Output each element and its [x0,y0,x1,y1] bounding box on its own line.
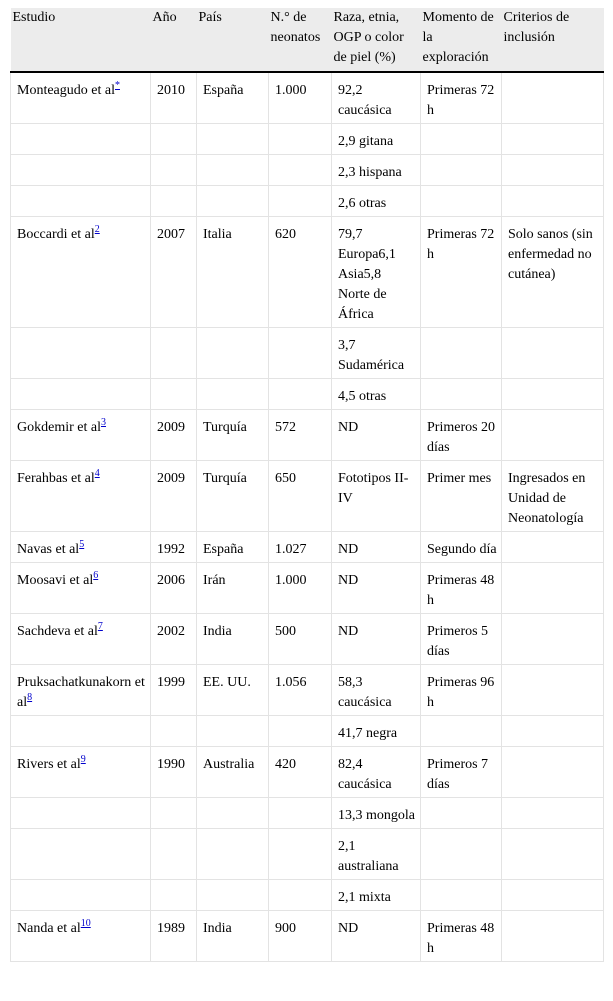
cell-race: 13,3 mongola [332,798,421,829]
cell-criteria [502,563,604,614]
cell-race: 58,3 caucásica [332,665,421,716]
cell-race: Fototipos II-IV [332,461,421,532]
cell-neonates [269,155,332,186]
study-name: Ferahbas et al [17,471,95,486]
cell-year [151,328,197,379]
table-row [11,716,604,747]
cell-neonates [269,798,332,829]
cell-country: Turquía [197,410,269,461]
cell-study [11,614,151,665]
cell-study [11,461,151,532]
reference-link[interactable]: * [114,80,120,92]
table-row [11,124,604,155]
cell-moment: Primeras 48 h [421,911,502,962]
table-row [11,461,604,532]
cell-year [151,798,197,829]
cell-criteria [502,829,604,880]
table-row [11,829,604,880]
cell-race: 2,9 gitana [332,124,421,155]
header-pais: País [197,8,269,72]
cell-country [197,155,269,186]
table-row [11,217,604,328]
cell-race: ND [332,410,421,461]
cell-criteria [502,72,604,124]
cell-moment [421,716,502,747]
cell-moment [421,186,502,217]
cell-criteria [502,186,604,217]
table-body [11,72,604,962]
cell-year [151,186,197,217]
cell-country: España [197,72,269,124]
cell-race: 2,3 hispana [332,155,421,186]
cell-year: 2010 [151,72,197,124]
study-name: Sachdeva et al [17,624,98,639]
cell-country [197,798,269,829]
cell-neonates [269,880,332,911]
table-container [10,8,603,962]
cell-criteria [502,532,604,563]
cell-year [151,124,197,155]
cell-study [11,217,151,328]
cell-study [11,72,151,124]
reference-link[interactable]: 7 [97,621,103,633]
table-row [11,747,604,798]
cell-race: 79,7 Europa6,1 Asia5,8 Norte de África [332,217,421,328]
cell-country: Irán [197,563,269,614]
reference-link[interactable]: 4 [94,468,100,480]
cell-neonates: 1.000 [269,563,332,614]
cell-neonates [269,328,332,379]
study-name: Navas et al [17,542,80,557]
cell-study [11,911,151,962]
study-name: Pruksachatkunakorn et al [17,675,145,710]
cell-race: ND [332,614,421,665]
cell-neonates: 572 [269,410,332,461]
reference-link[interactable]: 5 [79,539,85,551]
study-name: Moosavi et al [17,573,94,588]
cell-neonates: 620 [269,217,332,328]
cell-moment [421,829,502,880]
cell-year: 1990 [151,747,197,798]
cell-neonates: 1.056 [269,665,332,716]
cell-neonates: 420 [269,747,332,798]
cell-study [11,379,151,410]
cell-study [11,155,151,186]
table-row [11,155,604,186]
header-row [11,8,604,72]
table-row [11,532,604,563]
header-estudio: Estudio [11,8,151,72]
cell-moment [421,379,502,410]
cell-neonates: 900 [269,911,332,962]
cell-criteria [502,328,604,379]
cell-criteria [502,880,604,911]
cell-neonates: 1.000 [269,72,332,124]
cell-study [11,124,151,155]
study-name: Monteagudo et al [17,83,115,98]
cell-moment: Primeros 7 días [421,747,502,798]
cell-race: 92,2 caucásica [332,72,421,124]
cell-country: EE. UU. [197,665,269,716]
cell-country: España [197,532,269,563]
cell-neonates [269,124,332,155]
cell-study [11,186,151,217]
cell-race: 3,7 Sudamérica [332,328,421,379]
cell-criteria [502,155,604,186]
cell-race: 41,7 negra [332,716,421,747]
table-row [11,410,604,461]
cell-country: India [197,614,269,665]
cell-year [151,155,197,186]
studies-table [10,8,604,962]
cell-criteria: Solo sanos (sin enfermedad no cutánea) [502,217,604,328]
table-row [11,911,604,962]
cell-moment: Primeras 72 h [421,217,502,328]
cell-criteria [502,410,604,461]
cell-criteria: Ingresados en Unidad de Neonatología [502,461,604,532]
cell-criteria [502,124,604,155]
table-row [11,563,604,614]
cell-country [197,328,269,379]
cell-neonates [269,716,332,747]
table-row [11,614,604,665]
cell-neonates [269,829,332,880]
table-row [11,186,604,217]
cell-race: ND [332,911,421,962]
cell-race: ND [332,532,421,563]
cell-criteria [502,716,604,747]
cell-country [197,379,269,410]
cell-study [11,665,151,716]
cell-moment: Primer mes [421,461,502,532]
cell-neonates: 1.027 [269,532,332,563]
cell-year: 1989 [151,911,197,962]
cell-neonates [269,186,332,217]
table-row [11,379,604,410]
cell-country [197,880,269,911]
cell-year [151,880,197,911]
cell-country [197,186,269,217]
cell-race: 2,1 mixta [332,880,421,911]
cell-country [197,716,269,747]
cell-moment [421,880,502,911]
study-name: Rivers et al [17,757,81,772]
cell-moment: Segundo día [421,532,502,563]
cell-criteria [502,747,604,798]
cell-year [151,716,197,747]
cell-study [11,798,151,829]
cell-country: Turquía [197,461,269,532]
cell-year: 2009 [151,461,197,532]
cell-race: ND [332,563,421,614]
header-criterios: Criterios de inclusión [502,8,604,72]
cell-moment: Primeros 5 días [421,614,502,665]
cell-moment [421,798,502,829]
cell-moment: Primeros 20 días [421,410,502,461]
cell-neonates [269,379,332,410]
cell-country: Italia [197,217,269,328]
cell-study [11,747,151,798]
cell-moment [421,124,502,155]
table-row [11,880,604,911]
table-row [11,328,604,379]
cell-race: 2,6 otras [332,186,421,217]
reference-link[interactable]: 8 [27,692,33,704]
study-name: Gokdemir et al [17,420,101,435]
cell-year: 1992 [151,532,197,563]
cell-criteria [502,665,604,716]
reference-link[interactable]: 3 [100,417,106,429]
header-neonatos: N.° de neonatos [269,8,332,72]
header-raza: Raza, etnia, OGP o color de piel (%) [332,8,421,72]
cell-country [197,829,269,880]
cell-year: 2002 [151,614,197,665]
header-momento: Momento de la exploración [421,8,502,72]
cell-country: Australia [197,747,269,798]
cell-year [151,379,197,410]
cell-race: 82,4 caucásica [332,747,421,798]
cell-country: India [197,911,269,962]
reference-link[interactable]: 2 [94,224,100,236]
cell-study [11,563,151,614]
cell-study [11,716,151,747]
cell-moment [421,155,502,186]
study-name: Boccardi et al [17,227,95,242]
cell-country [197,124,269,155]
cell-year: 2007 [151,217,197,328]
cell-race: 2,1 australiana [332,829,421,880]
reference-link[interactable]: 9 [80,754,86,766]
cell-moment: Primeras 72 h [421,72,502,124]
table-row [11,72,604,124]
reference-link[interactable]: 6 [93,570,99,582]
cell-moment: Primeras 48 h [421,563,502,614]
cell-year [151,829,197,880]
cell-year: 2009 [151,410,197,461]
cell-study [11,532,151,563]
header-ano: Año [151,8,197,72]
cell-criteria [502,798,604,829]
cell-race: 4,5 otras [332,379,421,410]
cell-year: 2006 [151,563,197,614]
cell-study [11,328,151,379]
cell-study [11,410,151,461]
cell-criteria [502,911,604,962]
reference-link[interactable]: 10 [80,918,91,930]
cell-neonates: 650 [269,461,332,532]
table-row [11,665,604,716]
cell-year: 1999 [151,665,197,716]
cell-study [11,829,151,880]
cell-neonates: 500 [269,614,332,665]
cell-study [11,880,151,911]
table-row [11,798,604,829]
cell-criteria [502,379,604,410]
cell-moment [421,328,502,379]
cell-criteria [502,614,604,665]
cell-moment: Primeras 96 h [421,665,502,716]
study-name: Nanda et al [17,921,81,936]
